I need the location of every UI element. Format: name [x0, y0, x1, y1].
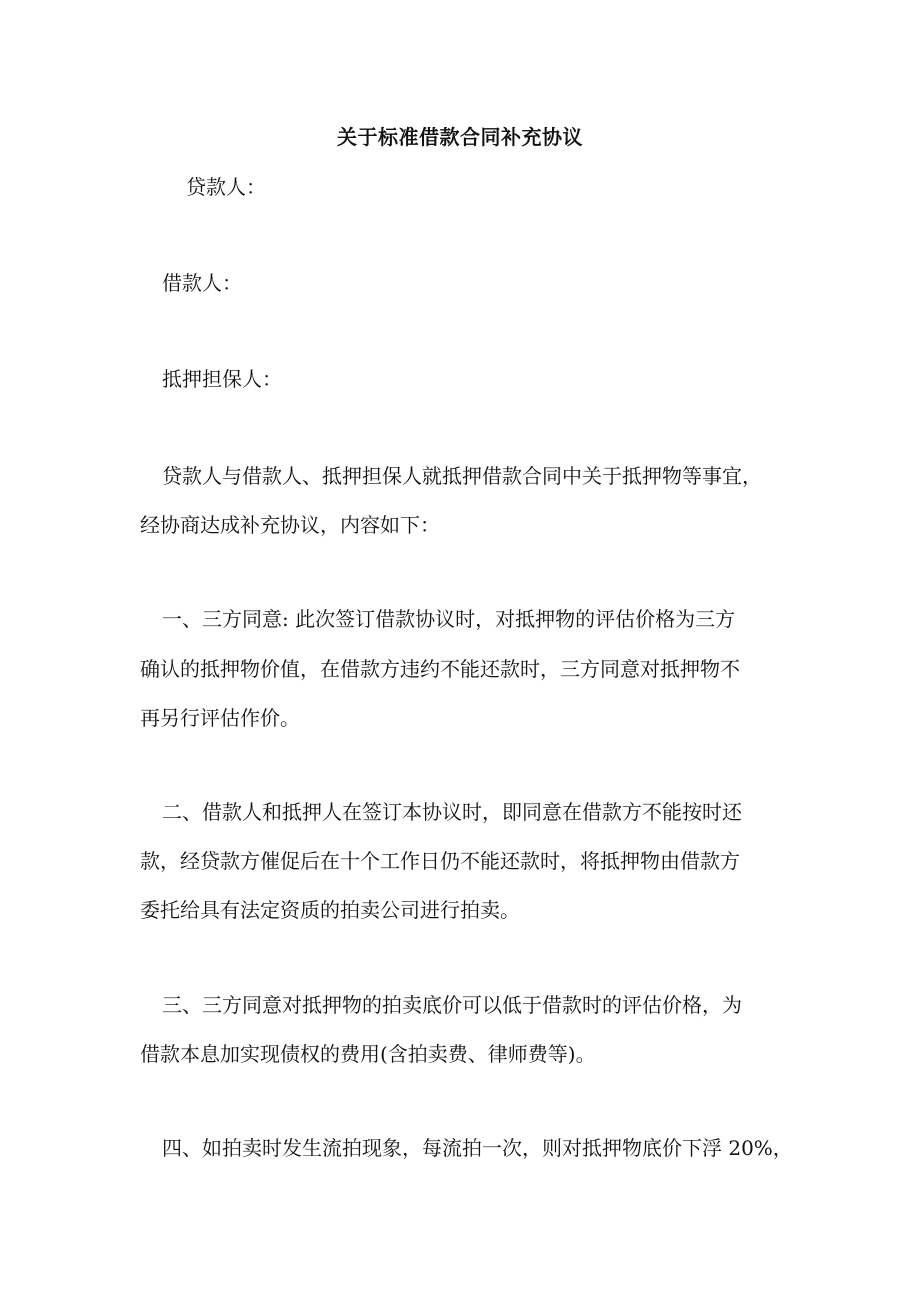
clause-1-line-1: 一、三方同意: 此次签订借款协议时，对抵押物的评估价格为三方	[162, 607, 736, 631]
clause-1-line-2: 确认的抵押物价值，在借款方违约不能还款时，三方同意对抵押物不	[140, 657, 740, 681]
guarantor-label: 抵押担保人：	[162, 367, 282, 391]
clause-1-line-3: 再另行评估作价。	[140, 706, 300, 730]
clause-2-line-3: 委托给具有法定资质的拍卖公司进行拍卖。	[140, 898, 520, 922]
intro-line-1: 贷款人与借款人、抵押担保人就抵押借款合同中关于抵押物等事宜，	[162, 464, 762, 488]
clause-2-line-2: 款，经贷款方催促后在十个工作日仍不能还款时，将抵押物由借款方	[140, 849, 740, 873]
lender-label: 贷款人：	[186, 175, 266, 199]
intro-line-2: 经协商达成补充协议，内容如下：	[140, 513, 440, 537]
clause-4-line-1: 四、如拍卖时发生流拍现象，每流拍一次，则对抵押物底价下浮 20%，	[162, 1136, 793, 1160]
document-title: 关于标准借款合同补充协议	[337, 125, 583, 149]
borrower-label: 借款人：	[162, 271, 242, 295]
clause-3-line-1: 三、三方同意对抵押物的拍卖底价可以低于借款时的评估价格，为	[162, 993, 742, 1017]
clause-3-line-2: 借款本息加实现债权的费用(含拍卖费、律师费等)。	[140, 1042, 596, 1066]
clause-2-line-1: 二、借款人和抵押人在签订本协议时，即同意在借款方不能按时还	[162, 800, 742, 824]
